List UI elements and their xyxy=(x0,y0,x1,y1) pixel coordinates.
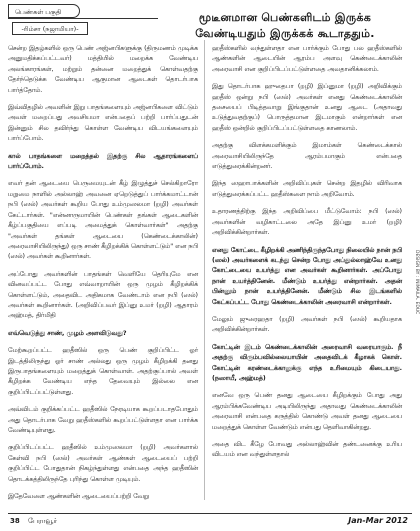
paragraph: உதாரணத்திற்கு இந்த அறிவிப்பை மீட்டுவோம்: நபி (ஸல்) அவர்களின் வழிகாட்டலை அதே இப்னு உமர் (றழி) அறிவிக்கின்றார்கள். xyxy=(212,208,402,237)
right-column xyxy=(212,44,402,468)
article-headline xyxy=(165,10,405,42)
subheading: கால் பாதங்களை மறைத்தல் இதற்கு சில ஆதாரங்களைப் பார்ப்போம். xyxy=(8,152,198,171)
paragraph: எனவே ஒரு பெண் தனது ஆடையை கீழிறக்கும் போது அது ஆரம்பிக்கவேண்டிய அடியிலிருந்து அதாவது கெண்டைக்காலின் அரைவாசி என்பதை கருத்தில் கொண்டு அவள் தனது ஆடையை மறைத்துக் கொள்ள வேண்டும் என்பது தெளிவாகின்றது. xyxy=(212,392,402,431)
paragraph: எவர் தன் ஆடையை பெருமையுடன் கீழ் இழுத்துச் செல்கிறாரோ மறுமை நாளில் அல்லாஹ் அவனை ஏறெடுத்துப் பார்க்கமாட்டான் நபி (ஸல்) அவர்கள் கூறிய போது உம்முஸலமா (றழி) அவர்கள் கேட்டார்கள். "என்னாருமாயின் பெண்கள் தங்கள் ஆடைகளின் கீழ்ப்பகுதியை எப்படி அமைத்துக் கொள்வார்கள்" அதற்கு "அவர்கள் தங்கள் ஆடையை (கெண்டைக்காலின்) அரைவாசியிலிருந்து) ஒரு சாண் கீழிறக்கிக் கொள்ளட்டும்" என நபி (ஸல்) அவர்கள் கூறினார்கள். xyxy=(8,180,198,261)
column-divider xyxy=(204,40,205,500)
magazine-name: பேராவூர் xyxy=(28,517,58,525)
issue-date: Jan-Mar 2012 xyxy=(348,516,408,525)
quote-paragraph: கோட்டின் இடம் கெண்டைக்காலின் அரைவாசி வரையாகும். நீ அதற்கு விரும்பவில்லையாயின் அதைவிடக் கீழாகக் கொள். கோட்டின் கரண்டைக்காலுக்கு எந்த உரிமையும் கிடையாது. (நஸாயீ, அஹ்மத்) xyxy=(212,343,402,382)
paragraph: மேற்கூறப்பட்ட ஹதீஸில் ஒரு பெண் குறிப்பிட்ட ஓர் இடத்திலிருந்து ஓர் சாண் அல்லது ஒரு முழம் கீழிறக்கி தனது இருபாதங்களையும் மறைத்துக் கொள்வாள். அதற்குப்பால் அவள் கீழிறக்க வேண்டிய எந்த தேவையும் இல்லை என குறிப்பிடப்பட்டுள்ளது. xyxy=(8,347,198,396)
header-rule xyxy=(8,18,158,19)
paragraph: இது தொடர்பாக ஹுதைபா (றழி) இப்னுமா (றழி) அறிவிக்கும் ஹதீஸ் ஒன்று நபி (ஸல்) அவர்கள் எனது கெண்டைக்காலின் தசையைப் பிடித்தவாறு இங்குதான் உனது ஆடை (அதாவது உடுத்துவதற்குப்) பொருத்தமான இடமாகும் என்றார்கள் என ஹதீஸ் ஒன்றில் குறிப்பிடப்பட்டுள்ளதை காணலாம். xyxy=(212,83,402,132)
page-number: 38 xyxy=(10,517,20,525)
author-byline: -ரிம்சா (நஜாமியா)- xyxy=(12,22,88,35)
paragraph: இவ்விதழில் அவளின் இறு பாதங்களையும் அஜ்னபிகளை விட்டும் அவள் மறைப்பது அவசியமா என்பதைப் பற்றி பார்ப்பதுடன் இன்னும் சில தவிர்ந்து கொள்ள வேண்டிய விடயங்களையும் பார்ப்போம். xyxy=(8,104,198,143)
paragraph: அதற்கு விளக்கமளிக்கும் இமாம்கள் கெண்டைக்கால் அரைவாசியிலிருந்தே ஆரம்பமாகும் என்பதை எடுத்துரைக்கின்றனர். xyxy=(212,142,402,171)
paragraph: சென்ற இதழ்களில் ஒரு பெண் அஜ்னபிகளுக்கு (திருமணம் முடிக்க அனுமதிக்கப்பட்டவர்) மத்தியில் மறைக்க வேண்டிய அலங்காரங்கள், மற்றும் தன்னை மறைத்துக் கொள்வதற்கு தேர்ந்தெடுக்க வேண்டிய ஆகுமான ஆடைகள் தொடர்பாக பார்த்தோம். xyxy=(8,45,198,94)
paragraph: குறிப்பிடப்பட்ட ஹதீஸில் உம்முஸலமா (றழி) அவர்களால் கேள்வி நபி (ஸல்) அவர்கள் ஆண்கள் ஆடையைப் பற்றி குறிப்பிட்ட போதுதான் நிகழ்ந்துள்ளது என்பதை அந்த ஹதீஸின் தொடக்கத்திலிருந்தே புரிந்து கொள்ள முடியும். xyxy=(8,444,198,483)
paragraph: இந்த ஸஹாபாக்களின் அறிவிப்புகள் சென்ற இதழில் விரிவாக எடுத்துரைக்கப்பட்ட ஹதீஸ்களை நாம் அறிவோம். xyxy=(212,180,402,198)
headline-line-1: மூடீனமான பெண்களிடம் இருக்க xyxy=(198,11,372,24)
paragraph: அவ்விடம் குறிக்கப்பட்ட ஹதீஸில் நேரடியாக கூறப்படாதபோதும் அது தொடர்பாக வேறு ஹதீஸ்களில் கூறப்பட்டுள்ளதா என பார்க்க வேண்டியுள்ளது. xyxy=(8,406,198,434)
paragraph: அப்போது அவர்களின் பாதங்கள் வெளியே தெரியுமே என வினவப்பட்ட போது எவ்வாறாயின் ஒரு முழம் கீழிறக்கிக் கொள்ளட்டும், அதைவிட அதிகமாக வேண்டாம் என நபி (ஸல்) அவர்கள் கூறினார்கள். (அறிவிப்பவர் இப்னு உமர் (றழி) ஆதாரம் அஹ்மத், திர்மிதி xyxy=(8,270,198,320)
paragraph: இதேவேளை ஆண்களின் ஆடையைப்பற்றி வேறு xyxy=(8,493,150,501)
paragraph: அதை விட கீழே போவது அல்லாஹ்வின் தண்டனைக்கு உரிய விடயம் என வந்துள்ளதால் xyxy=(212,441,402,459)
subheading: எவ்வெடுத்து சாண், முழம் அளவிடுவது? xyxy=(8,329,127,337)
quote-paragraph: எனது கோட்டை கீழிறக்கி அணிந்திருந்தபோது நிலையில் நான் நபி (ஸல்) அவர்களைக் கடந்து சென்ற போது அப்துல்லாஹ்வே உனது கோட்டையை உயர்த்து என அவர்கள் கூறினார்கள். அப்போது நான் உயர்த்தினேன். மீண்டும் உயர்த்து என்றார்கள். அதன் பின்னும் நான் உயர்த்தினேன். மீண்டும் சில இடங்களில் கேட்கப்பட்ட போது கெண்டைக்காலின் அரைவாசி என்றார்கள். xyxy=(212,246,402,306)
paragraph: மேலும் ஜுரைஹதா (றழி) அவர்கள் நபி (ஸல்) கூறியதாக அறிவிக்கின்றார்கள். xyxy=(212,315,402,334)
design-credit: DESIGN BY : INIMAILA. EDUC xyxy=(414,250,419,315)
paragraph: ஹதீஸ்களில் வந்துள்ளதா என பார்க்கும் போது பல ஹதீஸ்களில் ஆண்களின் ஆடையின் ஆரம்ப அளவு கெண்டைக்காலின் அரைவாசி என குறிப்பிடப்பட்டுள்ளதை அவதானிக்கலாம். xyxy=(212,45,402,73)
footer-rule xyxy=(8,513,412,514)
section-tag: பெண்கள் பகுதி xyxy=(8,4,80,18)
headline-line-2: வேண்டியதும் இருக்கக் கூடாததும். xyxy=(195,27,375,40)
left-column xyxy=(8,44,198,509)
